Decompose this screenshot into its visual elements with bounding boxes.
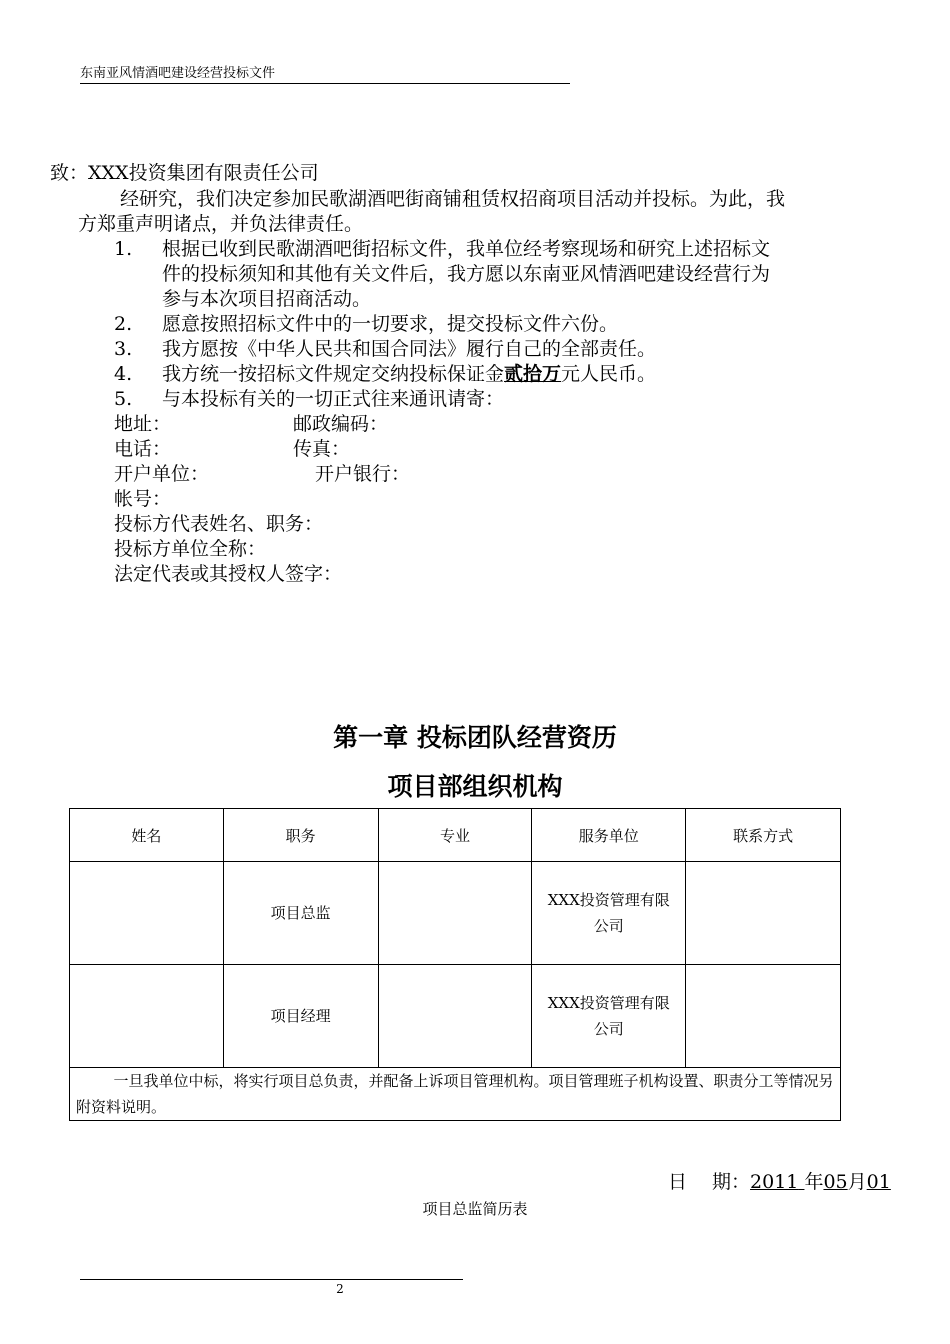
cell-unit: XXX投资管理有限公司 bbox=[532, 862, 686, 965]
cell-unit: XXX投资管理有限公司 bbox=[532, 965, 686, 1068]
table-note: 一旦我单位中标，将实行项目总负责，并配备上诉项目管理机构。项目管理班子机构设置、职责分工等情况另附资料说明。 bbox=[70, 1068, 841, 1121]
bank-label: 开户银行： bbox=[315, 463, 411, 485]
footer-divider bbox=[80, 1279, 463, 1280]
item-number: 5. bbox=[114, 388, 133, 410]
cell-contact bbox=[686, 862, 841, 965]
item-text: 参与本次项目招商活动。 bbox=[162, 288, 372, 310]
date-month: 05 bbox=[823, 1171, 848, 1193]
column-header-name: 姓名 bbox=[70, 809, 224, 862]
table-header-row bbox=[70, 809, 841, 862]
account-unit-label: 开户单位： bbox=[114, 463, 210, 485]
account-number-label: 帐号： bbox=[114, 488, 172, 510]
letter-intro-line-2: 方郑重声明诸点，并负法律责任。 bbox=[78, 213, 364, 235]
phone-label: 电话： bbox=[114, 438, 172, 460]
table-row bbox=[70, 862, 841, 965]
letter-recipient: 致：XXX投资集团有限责任公司 bbox=[50, 162, 319, 184]
signature-label: 法定代表或其授权人签字： bbox=[114, 563, 343, 585]
cell-major bbox=[378, 862, 532, 965]
org-structure-table bbox=[69, 808, 841, 1121]
chapter-title: 第一章 投标团队经营资历 bbox=[333, 723, 617, 752]
date-year: 2011 bbox=[750, 1171, 799, 1193]
column-header-unit: 服务单位 bbox=[532, 809, 686, 862]
section-title: 项目部组织机构 bbox=[387, 772, 563, 801]
item-number: 1. bbox=[114, 238, 133, 260]
cell-name bbox=[70, 862, 224, 965]
postcode-label: 邮政编码： bbox=[293, 413, 389, 435]
date-month-unit: 月 bbox=[847, 1171, 867, 1193]
page-number: 2 bbox=[336, 1282, 344, 1296]
item-text: 件的投标须知和其他有关文件后，我方愿以东南亚风情酒吧建设经营行为 bbox=[162, 263, 771, 285]
deposit-amount: 贰拾万 bbox=[504, 363, 562, 385]
item-number: 2. bbox=[114, 313, 133, 335]
date-line bbox=[668, 1170, 891, 1195]
column-header-major: 专业 bbox=[378, 809, 532, 862]
fax-label: 传真： bbox=[293, 438, 351, 460]
item-text: 根据已收到民歌湖酒吧街招标文件，我单位经考察现场和研究上述招标文 bbox=[162, 238, 771, 260]
table-note-row bbox=[70, 1068, 841, 1121]
item-text: 与本投标有关的一切正式往来通讯请寄： bbox=[162, 388, 505, 410]
cell-contact bbox=[686, 965, 841, 1068]
item-number: 4. bbox=[114, 363, 133, 385]
deposit-text-before: 我方统一按招标文件规定交纳投标保证金 bbox=[162, 363, 505, 385]
address-label: 地址： bbox=[114, 413, 172, 435]
date-year-unit: 年 bbox=[804, 1171, 824, 1193]
date-day: 01 bbox=[866, 1171, 891, 1193]
representative-label: 投标方代表姓名、职务： bbox=[114, 513, 324, 535]
document-header: 东南亚风情酒吧建设经营投标文件 bbox=[80, 66, 570, 84]
item-text: 愿意按照招标文件中的一切要求，提交投标文件六份。 bbox=[162, 313, 619, 335]
item-number: 3. bbox=[114, 338, 133, 360]
item-text: 我方愿按《中华人民共和国合同法》履行自己的全部责任。 bbox=[162, 338, 657, 360]
letter-intro-line-1: 经研究，我们决定参加民歌湖酒吧街商铺租赁权招商项目活动并投标。为此，我 bbox=[120, 188, 786, 210]
cell-position: 项目经理 bbox=[223, 965, 378, 1068]
cell-position: 项目总监 bbox=[223, 862, 378, 965]
cell-name bbox=[70, 965, 224, 1068]
item-text bbox=[162, 362, 656, 387]
table-row bbox=[70, 965, 841, 1068]
column-header-contact: 联系方式 bbox=[686, 809, 841, 862]
deposit-text-after: 元人民币。 bbox=[561, 363, 657, 385]
cell-major bbox=[378, 965, 532, 1068]
bidder-name-label: 投标方单位全称： bbox=[114, 538, 267, 560]
date-label: 日 期： bbox=[668, 1171, 751, 1193]
resume-table-title: 项目总监简历表 bbox=[422, 1200, 528, 1218]
column-header-position: 职务 bbox=[223, 809, 378, 862]
